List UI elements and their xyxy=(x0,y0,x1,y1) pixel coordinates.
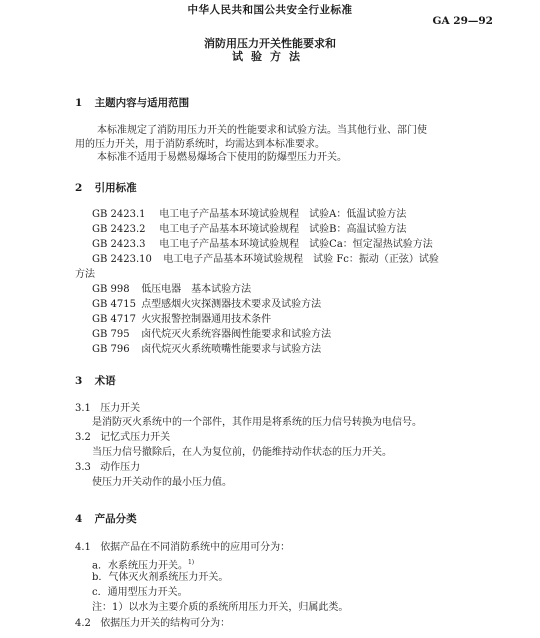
section-number: 3 xyxy=(75,375,83,387)
clause-text: 依据压力开关的结构可分为： xyxy=(100,618,231,629)
section-title: 产品分类 xyxy=(94,513,137,525)
section-title: 主题内容与适用范围 xyxy=(94,97,190,109)
term-name: 压力开关 xyxy=(100,403,141,414)
reference-code: GB 795 xyxy=(92,329,130,340)
reference-title: 低压电器 基本试验方法 xyxy=(141,284,252,295)
reference-code: GB 2423.2 xyxy=(92,224,146,235)
reference-item xyxy=(92,208,406,221)
reference-code: GB 2423.1 xyxy=(92,209,146,220)
term-name: 动作压力 xyxy=(100,462,141,473)
reference-title: 电工电子产品基本环境试验规程 试验B：高温试验方法 xyxy=(159,224,407,235)
clause-4-2 xyxy=(75,617,230,630)
reference-title: 卤代烷灭火系统容器阀性能要求和试验方法 xyxy=(141,329,332,340)
document-title-line-1: 消防用压力开关性能要求和 xyxy=(204,37,336,50)
term-definition: 当压力信号撤除后，在人为复位前，仍能维持动作状态的压力开关。 xyxy=(92,447,392,458)
paragraph-line: 用的压力开关，用于消防系统时，均需达到本标准要求。 xyxy=(75,139,325,150)
section-1-heading xyxy=(75,95,189,110)
list-item-c: c．通用型压力开关。 xyxy=(92,587,188,598)
list-item-b: b．气体灭火剂系统压力开关。 xyxy=(92,572,229,583)
reference-item xyxy=(92,223,407,236)
list-item-text: a．水系统压力开关。 xyxy=(92,560,188,572)
reference-title: 电工电子产品基本环境试验规程 试验Ca：恒定湿热试验方法 xyxy=(159,239,433,250)
term-3-3 xyxy=(75,461,140,474)
reference-title: 电工电子产品基本环境试验规程 试验A：低温试验方法 xyxy=(159,209,407,220)
issuing-organization: 中华人民共和国公共安全行业标准 xyxy=(187,4,353,16)
document-title-line-2: 试验方法 xyxy=(232,50,308,63)
section-title: 引用标准 xyxy=(94,182,137,194)
term-definition: 使压力开关动作的最小压力值。 xyxy=(92,477,232,488)
reference-item xyxy=(92,313,271,326)
reference-item xyxy=(92,253,439,266)
reference-continuation: 方法 xyxy=(75,269,95,280)
standard-number: GA 29—92 xyxy=(432,15,493,27)
reference-code: GB 4717 xyxy=(92,314,136,325)
section-3-heading xyxy=(75,373,116,388)
reference-title: 火灾报警控制器通用技术条件 xyxy=(141,314,272,325)
section-number: 4 xyxy=(75,513,83,525)
reference-code: GB 2423.3 xyxy=(92,239,146,250)
reference-item xyxy=(92,343,321,356)
clause-text: 依据产品在不同消防系统中的应用可分为： xyxy=(100,542,291,553)
section-4-heading xyxy=(75,511,137,526)
term-3-1 xyxy=(75,402,140,415)
term-name: 记忆式压力开关 xyxy=(100,432,171,443)
section-title: 术语 xyxy=(94,375,116,387)
reference-code: GB 2423.10 xyxy=(92,254,152,265)
clause-number: 3.2 xyxy=(75,432,91,443)
footnote: 注：1）以水为主要介质的系统所用压力开关，归属此类。 xyxy=(92,602,349,613)
paragraph-line: 本标准规定了消防用压力开关的性能要求和试验方法。当其他行业、部门使 xyxy=(97,125,427,136)
clause-number: 3.1 xyxy=(75,403,91,414)
clause-4-1 xyxy=(75,541,290,554)
reference-item xyxy=(92,283,251,296)
reference-title: 卤代烷灭火系统喷嘴性能要求与试验方法 xyxy=(141,344,322,355)
reference-code: GB 998 xyxy=(92,284,130,295)
reference-title: 点型感烟火灾探测器技术要求及试验方法 xyxy=(141,299,322,310)
reference-item xyxy=(92,238,433,251)
clause-number: 3.3 xyxy=(75,462,91,473)
reference-item xyxy=(92,328,331,341)
section-2-heading xyxy=(75,180,137,195)
reference-code: GB 796 xyxy=(92,344,130,355)
section-number: 1 xyxy=(75,97,83,109)
section-number: 2 xyxy=(75,182,83,194)
list-item-a xyxy=(92,556,194,572)
reference-item xyxy=(92,298,321,311)
footnote-marker: 1) xyxy=(187,559,195,566)
term-definition: 是消防灭火系统中的一个部件，其作用是将系统的压力信号转换为电信号。 xyxy=(92,417,422,428)
clause-number: 4.1 xyxy=(75,542,91,553)
clause-number: 4.2 xyxy=(75,618,91,629)
paragraph-line: 本标准不适用于易燃易爆场合下使用的防爆型压力开关。 xyxy=(97,152,347,163)
reference-code: GB 4715 xyxy=(92,299,136,310)
term-3-2 xyxy=(75,431,170,444)
reference-title: 电工电子产品基本环境试验规程 试验 Fc：振动（正弦）试验 xyxy=(163,254,439,265)
